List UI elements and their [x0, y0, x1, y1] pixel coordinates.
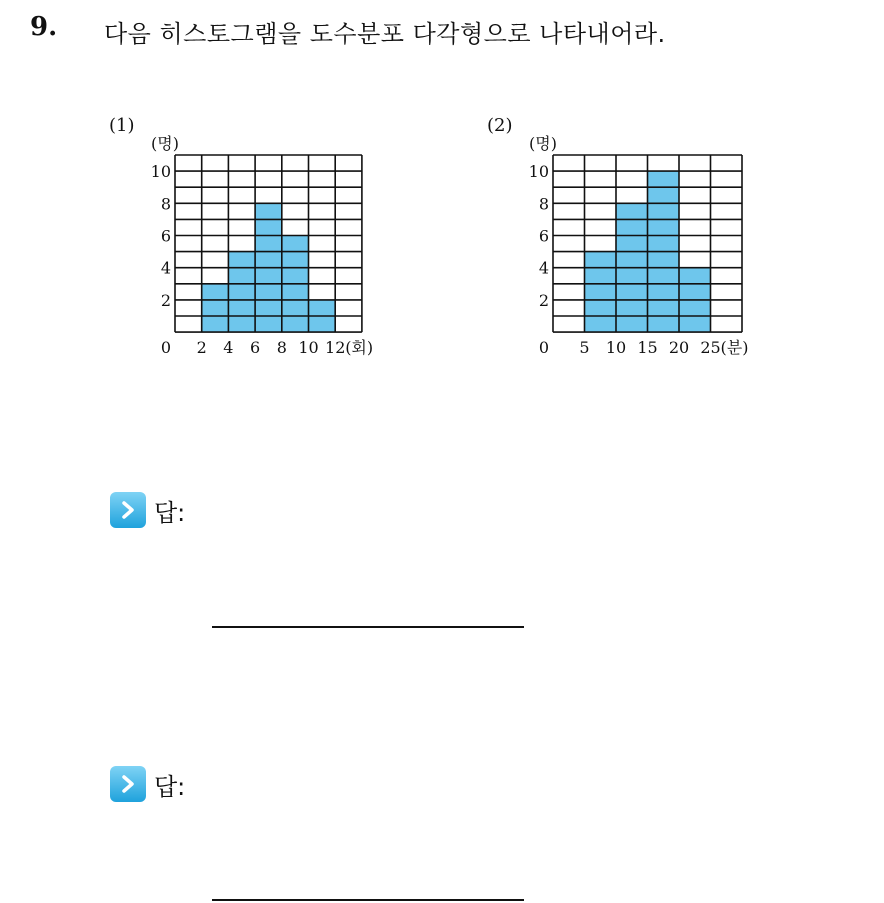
question-number: 9. [30, 12, 58, 42]
histogram-bar [202, 284, 229, 332]
histogram-bar [228, 252, 255, 333]
y-tick-label: 6 [160, 226, 171, 246]
panel-label: (1) [109, 115, 135, 136]
y-axis-label: (명) [529, 134, 557, 153]
answer-line-2[interactable] [212, 899, 524, 901]
chevron-right-icon [110, 492, 146, 528]
x-axis-label: (분) [720, 338, 749, 358]
panel-label: (2) [487, 115, 513, 136]
chevron-right-icon [110, 766, 146, 802]
y-tick-label: 10 [528, 162, 549, 182]
y-tick-label: 6 [538, 226, 549, 246]
histogram-bar [585, 252, 617, 333]
x-tick-label: 10 [605, 338, 627, 358]
x-tick-label: 4 [223, 338, 234, 358]
y-tick-label: 8 [538, 194, 549, 214]
x-tick-label: 8 [276, 338, 287, 358]
y-tick-label: 4 [160, 258, 171, 278]
answer-label: 답: [154, 498, 186, 527]
y-tick-label: 2 [160, 290, 171, 310]
x-tick-label: 10 [298, 338, 319, 358]
origin-label: 0 [538, 338, 549, 358]
y-axis-label: (명) [151, 134, 179, 153]
x-tick-label: 25 [700, 338, 721, 358]
histogram-2 [478, 105, 778, 365]
y-tick-label: 2 [538, 290, 549, 310]
origin-label: 0 [160, 338, 171, 358]
histogram-1 [100, 105, 400, 365]
x-tick-label: 2 [196, 338, 207, 358]
answer-label: 답: [154, 772, 186, 801]
answer-line-1[interactable] [212, 626, 524, 628]
y-tick-label: 8 [160, 194, 171, 214]
x-tick-label: 20 [668, 338, 690, 358]
x-tick-label: 6 [250, 338, 261, 358]
x-tick-label: 12 [325, 338, 346, 358]
answer-row-1 [110, 492, 185, 528]
y-tick-label: 10 [150, 162, 171, 182]
question-text: 다음 히스토그램을 도수분포 다각형으로 나타내어라. [104, 20, 666, 48]
x-axis-label: (회) [345, 338, 374, 358]
answer-row-2 [110, 766, 185, 802]
x-tick-label: 15 [637, 338, 658, 358]
y-tick-label: 4 [538, 258, 549, 278]
x-tick-label: 5 [579, 338, 590, 358]
